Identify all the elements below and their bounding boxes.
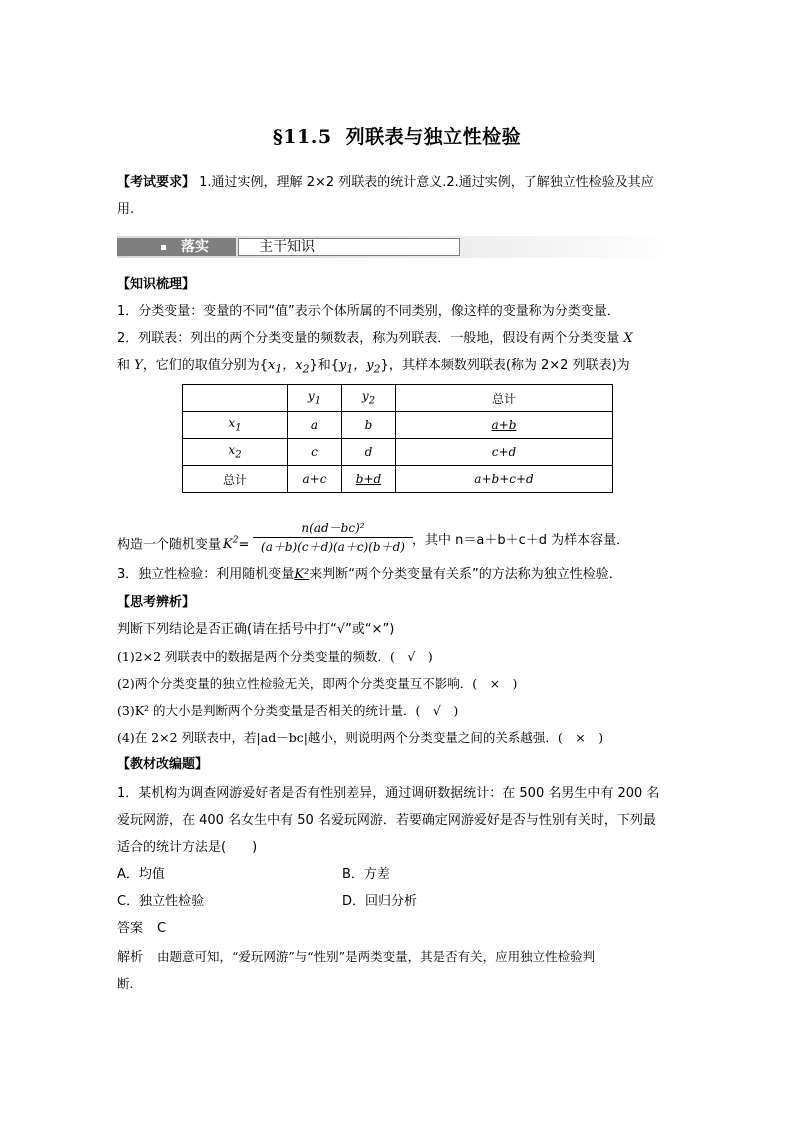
formula-eq: = [238, 537, 250, 553]
variable-y: Y [134, 358, 143, 373]
option-c: C．独立性检验 [117, 894, 205, 909]
knowledge-heading: 【知识梳理】 [117, 277, 196, 292]
thinking-q4: (4)在 2×2 列联表中，若|ad－bc|越小，则说明两个分类变量之间的关系越强．( × ) [117, 730, 604, 745]
table-header-y2: $y_2$ [342, 385, 396, 412]
thinking-q1: (1)2×2 列联表中的数据是两个分类变量的频数．( √ ) [117, 649, 433, 664]
table-cell: a [288, 412, 342, 439]
thinking-q3: (3)K² 的大小是判断两个分类变量是否相关的统计量．( √ ) [117, 703, 459, 718]
option-b: B．方差 [342, 867, 390, 882]
option-d: D．回归分析 [342, 894, 418, 909]
question-line-2: 爱玩网游，在 400 名女生中有 50 名爱玩网游．若要确定网游爱好是否与性别有关时，下列最 [117, 813, 656, 828]
knowledge-item-2-values-intro: ，它们的取值分别为{ [142, 358, 269, 373]
table-cell: a+c [288, 466, 342, 493]
exam-requirement-text1: 1.通过实例，理解 2×2 列联表的统计意义.2.通过实例，了解独立性检验及其应 [199, 175, 654, 190]
thinking-heading: 【思考辨析】 [117, 595, 196, 610]
knowledge-item-2-tail: }，其样本频数列联表(称为 2×2 列联表)为 [380, 358, 630, 373]
formula-suffix: ，其中 n＝a＋b＋c＋d 为样本容量． [412, 533, 630, 548]
analysis-line-1 [117, 948, 595, 967]
table-row-label-x2: $x_2$ [183, 439, 288, 466]
answer-value: C [157, 921, 167, 936]
knowledge-item-2-and: 和 [117, 358, 131, 373]
table-cell: c+d [396, 439, 613, 466]
contingency-table [182, 384, 613, 493]
table-row-label-total: 总计 [183, 466, 288, 493]
y-values: $y_1$，$y_2$ [339, 358, 381, 376]
banner-dark-tab [117, 238, 236, 256]
variable-x: X [623, 331, 633, 346]
exam-requirement-line2: 用. [117, 202, 135, 217]
fraction-bar [253, 537, 413, 538]
analysis-text-1: 由题意可知，“爱玩网游”与“性别”是两类变量，其是否有关，应用独立性检验判 [157, 949, 596, 964]
knowledge-item-3 [117, 566, 622, 584]
table-cell: d [342, 439, 396, 466]
exam-requirement-label: 【考试要求】 [117, 175, 196, 190]
knowledge-item-2-text: 2．列联表：列出的两个分类变量的频数表，称为列联表．一般地，假设有两个分类变量 [117, 331, 620, 346]
banner-light-label: 主干知识 [259, 239, 315, 255]
question-line-3: 适合的统计方法是( ) [117, 840, 258, 855]
section-banner [117, 236, 677, 258]
table-cell [183, 385, 288, 412]
table-cell [342, 466, 396, 493]
formula-prefix-line [117, 532, 249, 554]
knowledge-item-2-line1 [117, 330, 633, 348]
section-number: §11.5 [272, 126, 332, 148]
analysis-line-2: 断. [117, 976, 134, 991]
banner-dark-label: 落实 [181, 239, 209, 255]
table-header-total: 总计 [396, 385, 613, 412]
formula-k: $K^2$ [223, 536, 239, 553]
question-line-1: 1．某机构为调查网游爱好者是否有性别差异，通过调研数据统计：在 500 名男生中有 200 名 [117, 786, 660, 801]
banner-light-tab [238, 238, 460, 256]
item3-text-b: 来判断“两个分类变量有关系”的方法称为独立性检验． [309, 567, 622, 582]
section-title: 列联表与独立性检验 [345, 126, 522, 148]
exam-requirement-line1 [117, 174, 654, 192]
table-row-label-x1: $x_1$ [183, 412, 288, 439]
table-row [183, 439, 613, 466]
item3-k: K² [294, 567, 310, 582]
table-header-y1: $y_1$ [288, 385, 342, 412]
x-values: $x_1$，$x_2$ [268, 358, 310, 376]
thinking-intro: 判断下列结论是否正确(请在括号中打“√”或“×”) [117, 622, 395, 637]
table-header-row [183, 385, 613, 412]
formula-numerator: n(ad－bc)² [301, 521, 365, 535]
knowledge-item-2-and2: }和{ [309, 358, 340, 373]
formula-fraction [253, 520, 413, 555]
table-cell: b [342, 412, 396, 439]
table-cell-underlined: b+d [355, 472, 382, 486]
table-cell: a+b+c+d [396, 466, 613, 493]
formula-denominator: (a＋b)(c＋d)(a＋c)(b＋d) [261, 540, 405, 554]
answer-line [117, 920, 166, 938]
knowledge-item-2-line2 [117, 357, 630, 379]
textbook-heading: 【教材改编题】 [117, 757, 209, 772]
answer-label: 答案 [117, 921, 144, 936]
table-cell [396, 412, 613, 439]
table-row [183, 466, 613, 493]
table-row [183, 412, 613, 439]
thinking-q2: (2)两个分类变量的独立性检验无关，即两个分类变量互不影响．( × ) [117, 676, 518, 691]
knowledge-item-1: 1．分类变量：变量的不同“值”表示个体所属的不同类别，像这样的变量称为分类变量． [117, 304, 620, 319]
square-bullet-icon [161, 245, 166, 250]
analysis-label: 解析 [117, 950, 144, 965]
item3-text-a: 3．独立性检验：利用随机变量 [117, 567, 295, 582]
page-title [0, 122, 794, 149]
option-a: A．均值 [117, 867, 165, 882]
table-cell: c [288, 439, 342, 466]
table-cell-underlined: a+b [491, 418, 517, 432]
formula-prefix: 构造一个随机变量 [117, 537, 222, 553]
